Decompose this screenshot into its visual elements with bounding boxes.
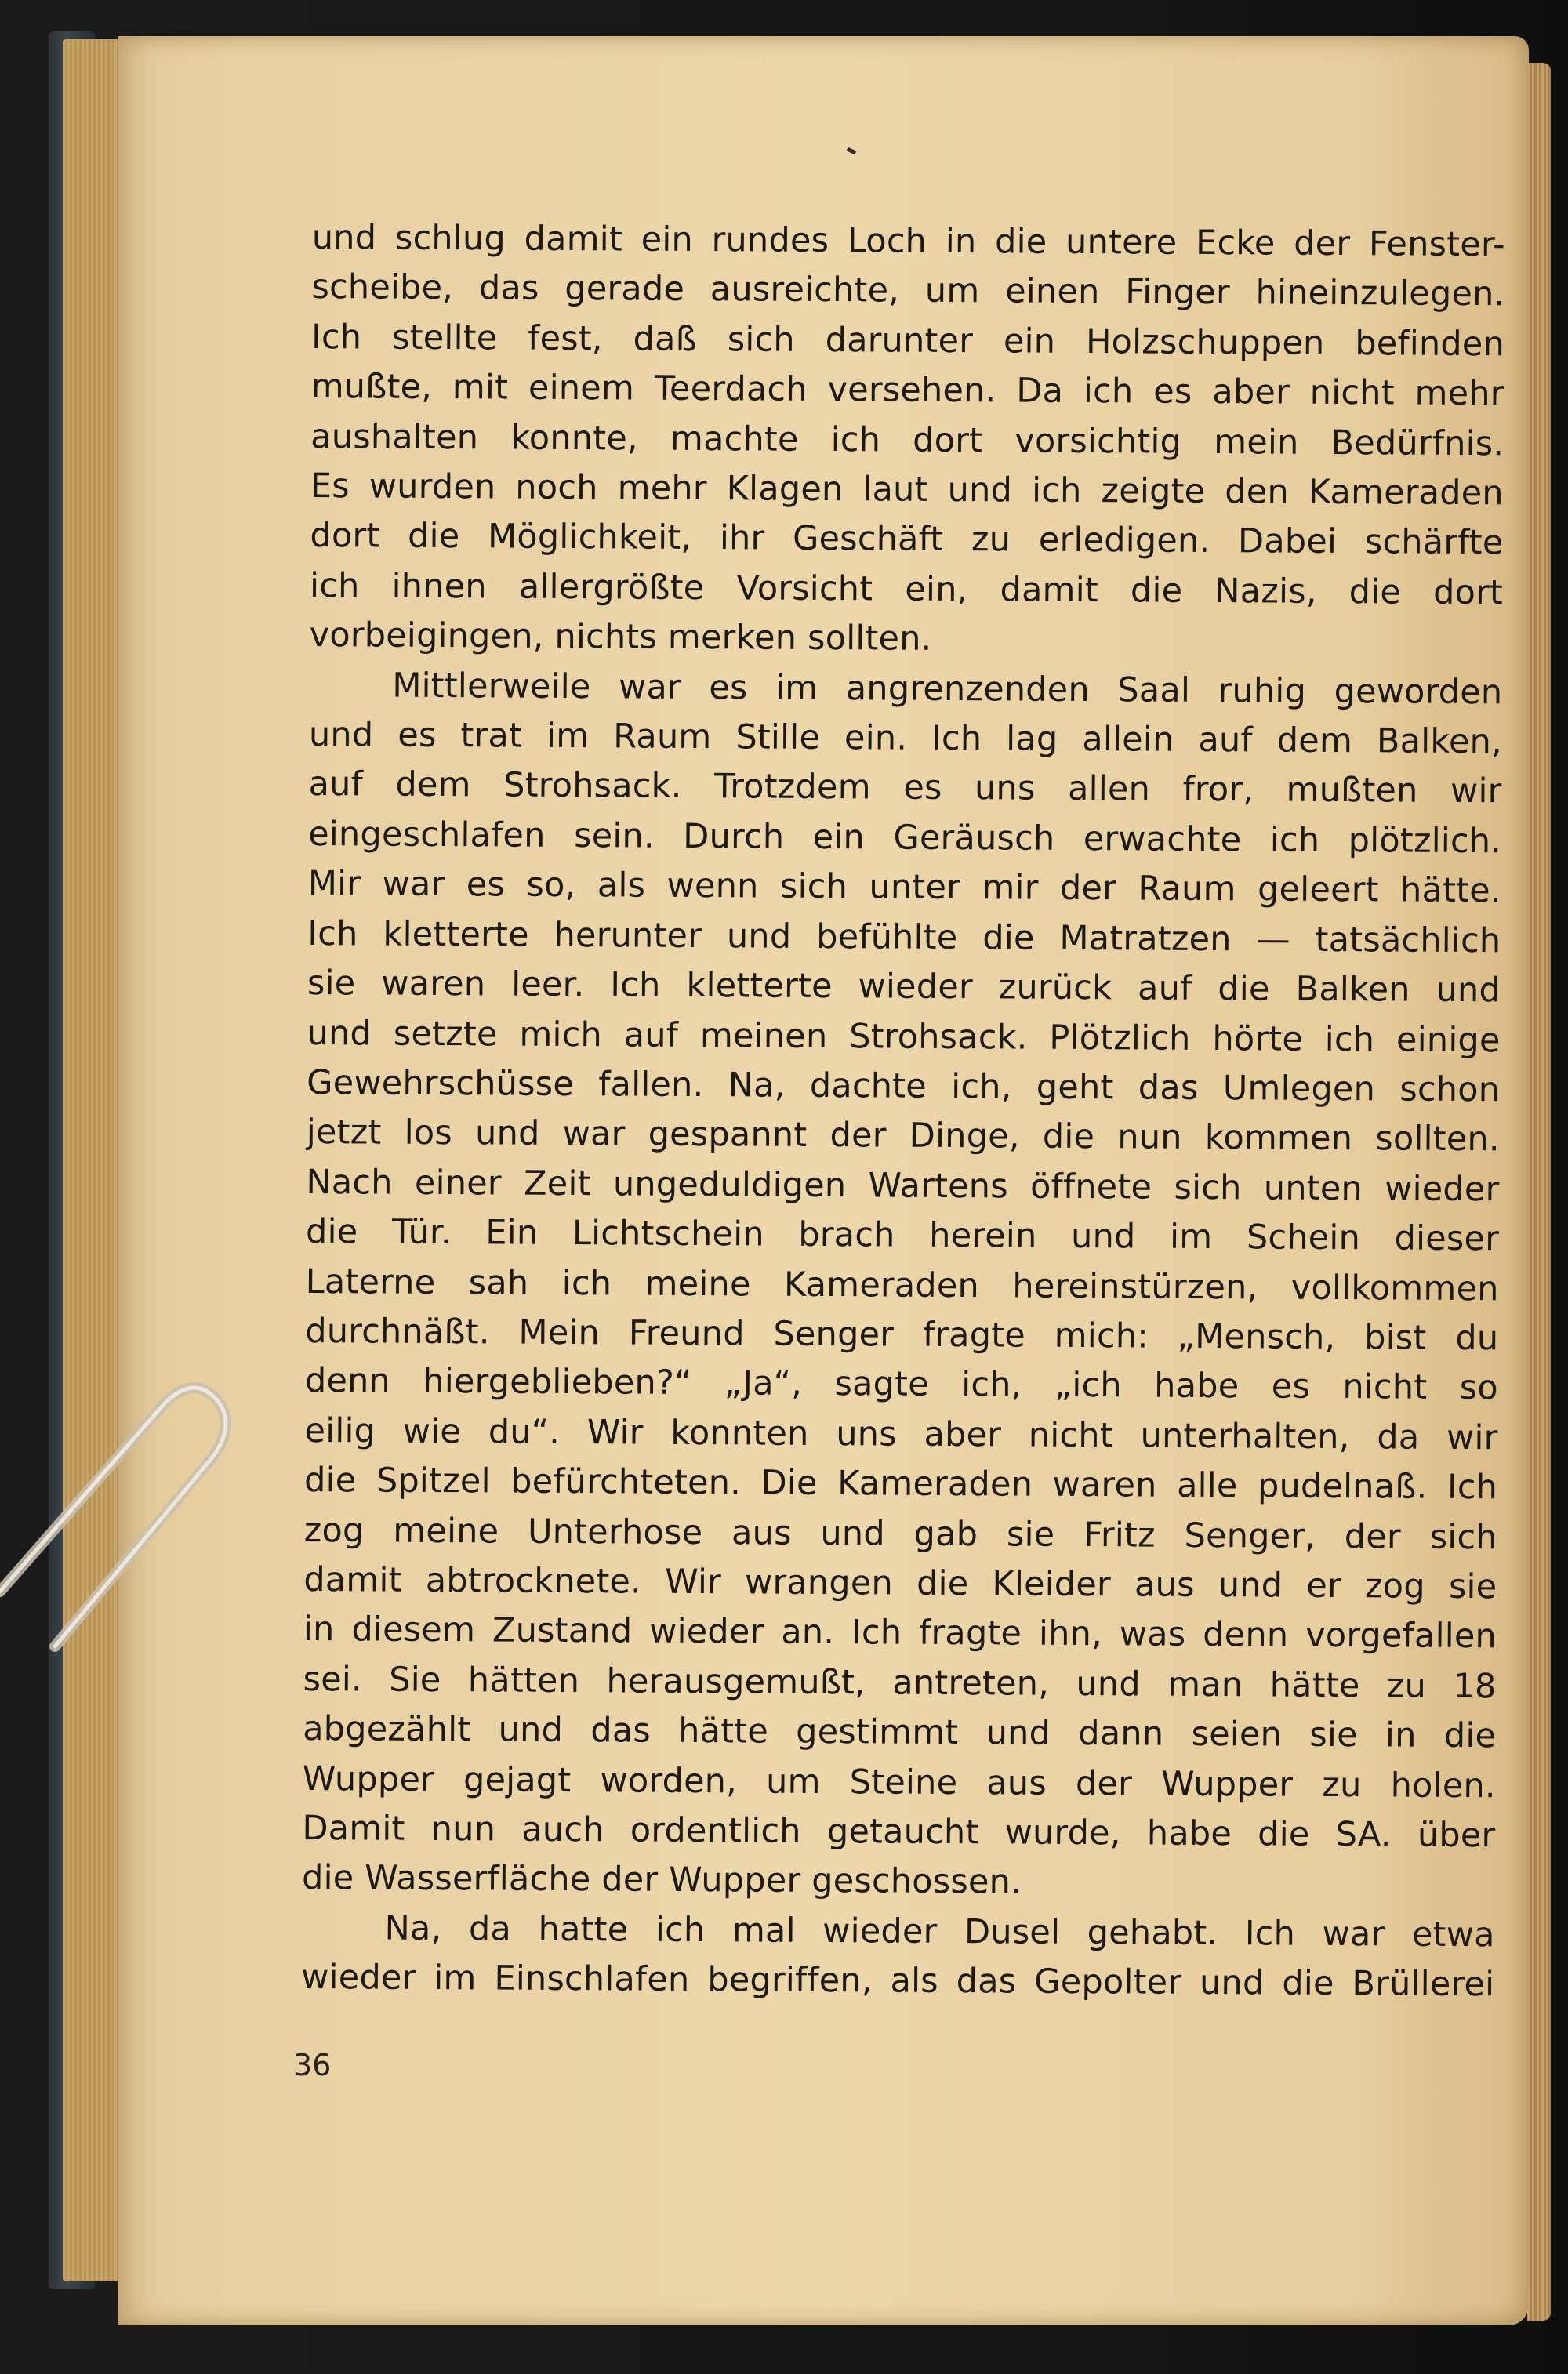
paragraph-1: [310, 213, 1505, 668]
text-line: Es wurden noch mehr Klagen laut und ich zeigte den Kameraden: [310, 466, 1504, 514]
text-line: und es trat im Raum Stille ein. Ich lag allein auf dem Balken,: [308, 715, 1503, 762]
paragraph-2: [302, 661, 1503, 1911]
text-line: Mittlerweile war es im angrenzenden Saal ruhig geworden: [392, 666, 1503, 712]
text-line: denn hiergeblieben?“ „Ja“, sagte ich, „ich habe es nicht so: [304, 1361, 1499, 1408]
text-line: wieder im Einschlafen begriffen, als das Gepolter und die Brüllerei: [301, 1958, 1495, 2005]
text-line: Wupper gejagt worden, um Steine aus der Wupper zu holen.: [302, 1759, 1496, 1806]
text-line: jetzt los und war gespannt der Dinge, die nun kommen sollten.: [306, 1113, 1500, 1160]
text-line: und setzte mich auf meinen Strohsack. Plötzlich hörte ich einige: [307, 1013, 1501, 1060]
text-line: die Spitzel befürchteten. Die Kameraden waren alle pudelnaß. Ich: [303, 1461, 1498, 1508]
page-number: 36: [293, 2048, 332, 2082]
paper-clip-icon: [0, 1333, 267, 1662]
text-line: zog meine Unterhose aus und gab sie Fritz Senger, der sich: [303, 1510, 1497, 1557]
text-line: die Wasserfläche der Wupper geschossen.: [301, 1858, 1022, 1902]
text-line: Gewehrschüsse fallen. Na, dachte ich, geht das Umlegen schon: [307, 1062, 1501, 1110]
text-line: vorbeigingen, nichts merken sollten.: [309, 615, 932, 659]
text-line: sie waren leer. Ich kletterte wieder zurück auf die Balken und: [307, 964, 1501, 1011]
text-line: damit abtrocknete. Wir wrangen die Kleider aus und er zog sie: [303, 1559, 1497, 1607]
text-line: aushalten konnte, machte ich dort vorsichtig mein Bedürfnis.: [310, 416, 1504, 463]
text-line: Ich kletterte herunter und befühlte die Matratzen — tatsächlich: [307, 913, 1501, 960]
text-line: Mir war es so, als wenn sich unter mir der Raum geleert hätte.: [307, 864, 1501, 911]
text-line: in diesem Zustand wieder an. Ich fragte ihn, was denn vorgefallen: [303, 1610, 1497, 1657]
page-stack-right: [1527, 63, 1551, 2321]
text-line: Ich stellte fest, daß sich darunter ein Holzschuppen befinden: [310, 317, 1505, 365]
text-line: scheibe, das gerade ausreichte, um einen Finger hineinzulegen.: [311, 267, 1505, 314]
text-line: ich ihnen allergrößte Vorsicht ein, damit die Nazis, die dort: [309, 565, 1504, 613]
text-line: die Tür. Ein Lichtschein brach herein und im Schein dieser: [305, 1212, 1500, 1259]
text-line: Laterne sah ich meine Kameraden hereinstürzen, vollkommen: [305, 1261, 1499, 1309]
text-line: Na, da hatte ich mal wieder Dusel gehabt. Ich war etwa: [384, 1908, 1495, 1955]
text-line: durchnäßt. Mein Freund Senger fragte mich: „Mensch, bist du: [305, 1311, 1499, 1359]
body-text: [301, 213, 1505, 2010]
text-line: mußte, mit einem Teerdach versehen. Da ich es aber nicht mehr: [310, 367, 1504, 414]
text-line: Damit nun auch ordentlich getaucht wurde, habe die SA. über: [302, 1808, 1496, 1856]
paragraph-3: [301, 1904, 1495, 2010]
text-line: Nach einer Zeit ungeduldigen Wartens öffnete sich unten wieder: [306, 1162, 1500, 1209]
text-line: und schlug damit ein rundes Loch in die untere Ecke der Fenster-: [311, 217, 1505, 265]
text-line: sei. Sie hätten herausgemußt, antreten, und man hätte zu 18: [303, 1659, 1497, 1707]
text-line: dort die Möglichkeit, ihr Geschäft zu erledigen. Dabei schärfte: [310, 516, 1504, 563]
text-line: abgezählt und das hätte gestimmt und dann seien sie in die: [303, 1709, 1497, 1756]
text-line: eingeschlafen sein. Durch ein Geräusch erwachte ich plötzlich.: [308, 814, 1502, 862]
text-line: auf dem Strohsack. Trotzdem es uns allen fror, mußten wir: [308, 764, 1502, 811]
text-line: eilig wie du“. Wir konnten uns aber nicht unterhalten, da wir: [304, 1410, 1498, 1458]
